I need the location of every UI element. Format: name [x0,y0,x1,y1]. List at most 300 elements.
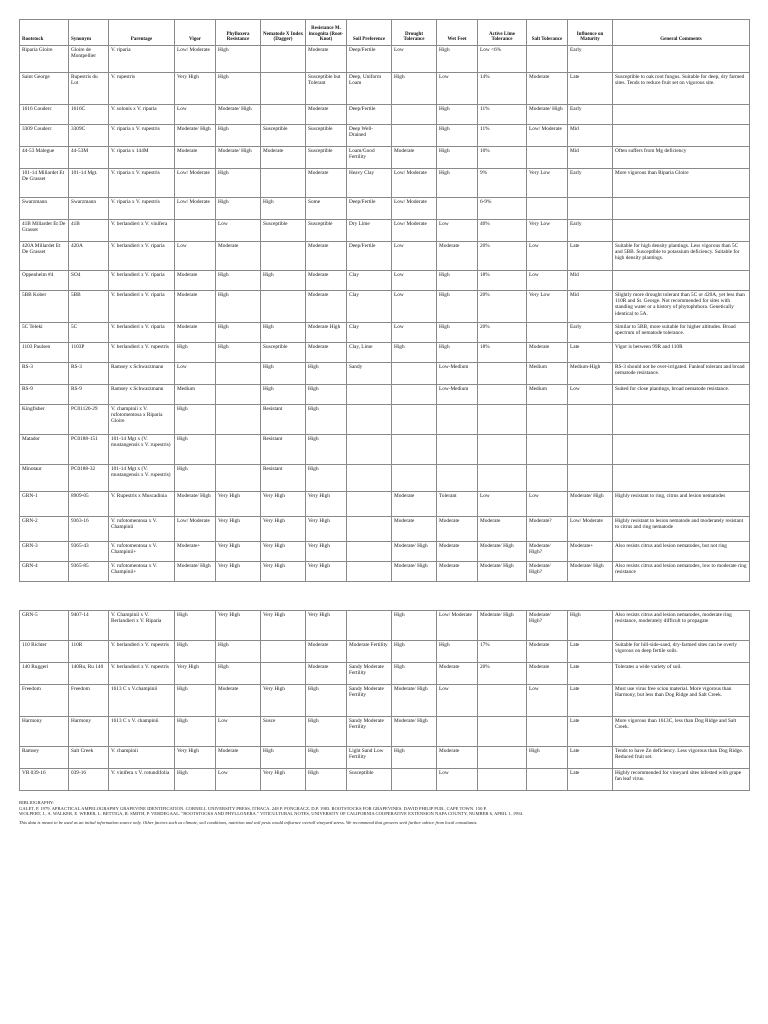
table-cell: V. berlandieri x V. rupestris [109,343,175,363]
table-cell: Low [392,323,437,343]
table-cell: Moderate/ High [392,562,437,582]
table-cell: High [216,323,261,343]
table-cell: Early [568,169,613,198]
table-cell: Moderate [306,343,347,363]
table-cell: High [568,611,613,641]
table-cell: 140 Ruggeri [20,663,69,685]
table-cell: Very High [216,542,261,562]
table-cell: Harmony [69,717,109,747]
bibliography-line: GALET, P. 1979. APRACTICAL AMPELOGRAPHY GRAPEVINE IDENTIFICATION. CORNELL UNIVERSITY PRESS, ITHACA. 248 P. PONGRACZ, D.P. 1983. ROOTSTOCKS FOR GRAPEVINES. DAVID PHILIP PUB., CAPE TOWN. 150 P. [19,805,487,811]
table-cell: 20% [478,291,527,323]
table-cell: High [261,198,306,220]
table-cell: 3309C [69,125,109,147]
table-cell: Medium-High [568,363,613,385]
table-cell: 9407-14 [69,611,109,641]
table-row [20,611,750,641]
table-cell [347,542,392,562]
table-cell: 17% [478,641,527,663]
table-cell: 5C [69,323,109,343]
table-cell: Late [568,747,613,769]
table-cell: Moderate/ High [392,717,437,747]
table-cell: Early [568,323,613,343]
table-cell: Low [175,363,216,385]
table-row [20,271,750,291]
table-cell: Suitable for high density plantings. Less vigorous than 5C and 5BB. Susceptible to potassium deficiency. Suitable for high density plantings. [613,242,750,271]
header-cell: Drought Tolerance [392,20,437,46]
table-row [20,641,750,663]
table-cell [613,465,750,492]
table-cell: Early [568,46,613,73]
table-cell [527,323,568,343]
table-cell: Moderate [306,169,347,198]
table-row [20,517,750,542]
table-cell: Moderate [216,685,261,717]
table-row [20,717,750,747]
table-cell: High [437,323,478,343]
table-cell: 1103P [69,343,109,363]
table-cell [527,198,568,220]
table-cell: Often suffers from Mg deficiency [613,147,750,169]
table-cell: Moderate/ High? [527,562,568,582]
table-cell: Very High [261,492,306,517]
table-cell: Dry Lime [347,220,392,242]
table-cell: High [261,363,306,385]
table-row [20,169,750,198]
table-cell: High [437,105,478,125]
table-cell: Swarzmann [20,198,69,220]
table-cell [392,125,437,147]
table-cell [392,465,437,492]
table-cell: High [527,747,568,769]
table-cell: V. berlandieri x V. riparia [109,271,175,291]
table-cell: High [216,641,261,663]
table-cell: Moderate Fertility [347,641,392,663]
table-cell: High [175,769,216,791]
table-cell: Low [392,271,437,291]
table-cell: 1616C [69,105,109,125]
table-cell: Late [568,641,613,663]
table-cell: Susceptible [261,125,306,147]
table-cell [392,385,437,405]
table-cell: Deep, Uniform Loam [347,73,392,105]
table-cell: High [392,343,437,363]
table-cell: V. rufotomentosa x V. Champinii+ [109,562,175,582]
table-cell: High [306,685,347,717]
table-cell [347,405,392,435]
table-cell: Also resists citrus and lesion nematodes, moderate ring resistance, moderately difficult to propagate [613,611,750,641]
table-cell: Mid [568,291,613,323]
table-row [20,291,750,323]
table-cell: Susceptible [261,343,306,363]
table-cell: Sandy Moderate Fertility [347,685,392,717]
table-cell: Moderate? [527,517,568,542]
table-cell: Moderate/ High [568,492,613,517]
table-cell: Riparia Gloire [20,46,69,73]
table-cell: Moderate+ [175,542,216,562]
table-cell: Moderate [437,663,478,685]
table-cell [613,46,750,73]
table-cell: Very Low [527,291,568,323]
table-cell: Deep/Fertile [347,105,392,125]
table-cell: Resistant [261,435,306,465]
table-cell: GRN-4 [20,562,69,582]
table-cell: 3309 Couderc [20,125,69,147]
table-cell: 9365-85 [69,562,109,582]
table-cell: Moderate/ High [175,125,216,147]
table-cell: Also resists citrus and lesion nematodes, but not ring [613,542,750,562]
table-cell: Gloire de Montpellier [69,46,109,73]
table-cell: Moderate/ High [478,611,527,641]
table-cell [527,147,568,169]
table-cell: Low [437,73,478,105]
header-cell: General Comments [613,20,750,46]
table-row [20,323,750,343]
table-cell: V. berlandieri x V. riparia [109,242,175,271]
table-cell: Low [437,220,478,242]
table-cell: Low [216,769,261,791]
table-cell: V. berlandieri x V. riparia [109,291,175,323]
table-cell: Moderate [175,147,216,169]
table-cell [478,405,527,435]
table-cell: Heavy Clay [347,169,392,198]
header-cell: Synonym [69,20,109,46]
table-cell: 5BB Kober [20,291,69,323]
table-cell: RS-9 [69,385,109,405]
table-body-page1 [20,46,750,582]
table-cell: Very High [306,542,347,562]
table-cell: Clay [347,291,392,323]
table-cell: 1616 Couderc [20,105,69,125]
table-cell: Oppenheim #4 [20,271,69,291]
table-cell: Moderate [306,242,347,271]
table-cell: Moderate [175,271,216,291]
table-cell: Susceptible [347,769,392,791]
table-cell: Moderate [478,517,527,542]
table-cell: Late [568,73,613,105]
table-cell: High [437,343,478,363]
table-cell: Highly recommended for vineyard sites infested with grape fan leaf virus. [613,769,750,791]
table-cell: Moderate/ High [175,492,216,517]
table-row [20,663,750,685]
header-cell: Nematode X Index (Dagger) [261,20,306,46]
table-cell: Very High [261,562,306,582]
table-cell [216,363,261,385]
table-cell: High [261,747,306,769]
table-cell: High [175,611,216,641]
table-cell: Susceptible [306,125,347,147]
table-row [20,542,750,562]
table-cell: Tolerant [437,492,478,517]
header-cell: Rootstock [20,20,69,46]
table-cell [568,198,613,220]
table-cell: 20% [478,242,527,271]
table-row [20,343,750,363]
table-cell [613,220,750,242]
table-cell: High [306,769,347,791]
table-cell: More vigorous than Riparia Gloire [613,169,750,198]
table-cell: V. riparia x V. rupestris [109,169,175,198]
table-cell: Resistant [261,405,306,435]
table-cell: Low [527,492,568,517]
table-cell: Salt Creek [69,747,109,769]
table-cell: High [392,73,437,105]
table-cell: 039-16 [69,769,109,791]
table-cell: Very High [261,611,306,641]
table-cell: Low-Medium [437,385,478,405]
table-cell: V. rufotomentosa x V. Champinii [109,517,175,542]
table-cell: V. berlandieri x V. riparia [109,323,175,343]
table-row [20,73,750,105]
table-cell: Susce [261,717,306,747]
table-cell [478,685,527,717]
table-cell [478,385,527,405]
table-cell [527,717,568,747]
table-cell [437,465,478,492]
table-cell [568,405,613,435]
table-cell: High [437,641,478,663]
table-cell [347,385,392,405]
table-cell: Susceptible [306,147,347,169]
table-cell: High [175,465,216,492]
table-body-page2 [20,611,750,791]
table-cell: More vigorous than 1613C, less than Dog Ridge and Salt Creek. [613,717,750,747]
table-cell: High [216,291,261,323]
table-cell: V. riparia x V. rupestris [109,125,175,147]
table-cell: 6-9% [478,198,527,220]
table-cell [347,492,392,517]
table-cell: SO4 [69,271,109,291]
table-cell: Moderate/ High [392,542,437,562]
table-cell: 44-53 Malegue [20,147,69,169]
table-cell: V. rupestris [109,73,175,105]
table-cell: Low/ Moderate [175,169,216,198]
table-cell: Sandy Moderate Fertility [347,717,392,747]
table-cell: Moderate [437,517,478,542]
table-cell: Late [568,717,613,747]
table-cell: Very High [175,663,216,685]
table-cell: V. champinii x V. rufotomentosa x Riparia Gloire [109,405,175,435]
table-cell: Susceptible [261,220,306,242]
table-cell [347,435,392,465]
table-cell [527,465,568,492]
table-cell: Low [527,685,568,717]
table-cell: Moderate/ High [216,105,261,125]
header-cell: Resistance M. incognita (Root-Knot) [306,20,347,46]
table-cell [478,769,527,791]
table-cell [216,435,261,465]
table-cell: GRN-1 [20,492,69,517]
table-cell: GRN-3 [20,542,69,562]
table-cell: High [216,663,261,685]
table-cell: Low/ Moderate [392,169,437,198]
table-cell: Very High [306,611,347,641]
table-cell: High [437,46,478,73]
table-cell: High [216,125,261,147]
table-cell [437,435,478,465]
table-row [20,769,750,791]
table-cell: Susceptible [306,220,347,242]
table-cell: Medium [527,385,568,405]
table-cell: High [392,747,437,769]
table-row [20,385,750,405]
table-cell: Moderate/ High? [527,542,568,562]
table-cell: Moderate/ High [568,562,613,582]
table-cell: Clay [347,271,392,291]
table-cell: Very High [306,562,347,582]
table-cell: Susceptible but Tolerant [306,73,347,105]
table-cell: Moderate [437,562,478,582]
table-cell: High [306,363,347,385]
table-cell: Deep/Fertile [347,242,392,271]
table-cell: Very High [216,517,261,542]
table-cell: V. berlandieri x V. rupestris [109,641,175,663]
table-cell: Saint George [20,73,69,105]
table-cell: High [392,663,437,685]
table-cell: 5C Teleki [20,323,69,343]
table-cell: High [437,291,478,323]
header-cell: Wet Feet [437,20,478,46]
table-cell: VR 039-16 [20,769,69,791]
table-cell: Moderate/ High? [527,611,568,641]
table-cell: Some [306,198,347,220]
table-cell: Moderate/ High [175,562,216,582]
table-cell: Very High [216,492,261,517]
table-cell [478,465,527,492]
table-cell: Very High [306,517,347,542]
table-cell [613,105,750,125]
table-row [20,105,750,125]
table-cell: Low/ Moderate [392,220,437,242]
table-cell: Sandy Moderate Fertility [347,663,392,685]
table-cell: Moderate [306,105,347,125]
table-cell: Freedom [20,685,69,717]
table-cell [437,198,478,220]
table-row [20,46,750,73]
table-cell: Moderate [527,663,568,685]
table-cell: Kingfisher [20,405,69,435]
table-cell: Very High [175,73,216,105]
table-row [20,242,750,271]
table-cell: Low [437,685,478,717]
table-cell: Moderate [437,542,478,562]
table-cell [347,465,392,492]
table-cell: Very High [261,685,306,717]
table-cell: Moderate [261,147,306,169]
table-cell: 101-14 Millardet Et De Grasset [20,169,69,198]
table-cell: V. Champinii x V. Berlandieri x V. Riparia [109,611,175,641]
table-cell [261,46,306,73]
bibliography [19,800,749,817]
table-cell: Late [568,663,613,685]
bibliography-line: WOLPERT, J., A. WALKER, E. WEBER, L. BETTIGA, R. SMITH, P. VERDEGAAL. "ROOTSTOCKS AND PHYLLOXERA." VITICULTURAL NOTES, UNIVERSITY OF CALIFORNIA COOPERATIVE EXTENSION NAPA COUNTY, NUMBER 6, APRIL 1, 1994. [19,811,524,817]
table-cell: Moderate/ High [478,562,527,582]
table-cell: Low [568,385,613,405]
table-cell: 18% [478,343,527,363]
table-cell: Medium [175,385,216,405]
table-cell: Vigor is between 99R and 110R [613,343,750,363]
table-cell: Low/ Moderate [175,46,216,73]
table-cell [527,435,568,465]
table-cell [392,405,437,435]
table-cell: High [306,747,347,769]
table-cell: Moderate [527,343,568,363]
table-cell: RS-3 should not be over-irrigated. Fanleaf tolerant and broad nematode resistance. [613,363,750,385]
table-cell: Rupestris du Lot [69,73,109,105]
table-cell [347,611,392,641]
table-header-row [20,20,750,46]
table-cell: Resistant [261,465,306,492]
table-cell: V. berlandieri x V. rupestris [109,663,175,685]
table-cell: High [216,271,261,291]
table-cell: Moderate [306,641,347,663]
table-cell: High [216,73,261,105]
table-cell: High [306,405,347,435]
table-cell: Moderate [175,323,216,343]
table-cell: 20% [478,323,527,343]
table-cell: Very High [216,562,261,582]
table-row [20,562,750,582]
table-cell [261,73,306,105]
table-cell: Swarzmann [69,198,109,220]
table-cell [216,405,261,435]
table-cell: 1103 Paulsen [20,343,69,363]
table-cell: 14% [478,73,527,105]
table-cell: Moderate High [306,323,347,343]
table-cell: 9363-16 [69,517,109,542]
table-cell: Late [568,769,613,791]
table-cell: Moderate [306,271,347,291]
table-cell: RS-3 [69,363,109,385]
table-cell [216,465,261,492]
table-cell: Low/ Moderate [527,125,568,147]
table-cell: High [306,465,347,492]
table-cell: High [392,611,437,641]
table-cell [527,46,568,73]
table-cell: Low [478,492,527,517]
table-cell: 110R [69,641,109,663]
table-cell: Low [216,220,261,242]
table-cell: Moderate [216,242,261,271]
table-cell: Very High [306,492,347,517]
table-cell: V. rufotomentosa x V. Champinii+ [109,542,175,562]
table-cell: 420A [69,242,109,271]
table-cell: 11% [478,125,527,147]
table-cell: Late [568,242,613,271]
table-cell: Must use virus free scion material. More vigorous than Harmony, but less than Dog Ridge and Salt Creek. [613,685,750,717]
table-row [20,125,750,147]
table-cell: 41B Millardet Et De Grasset [20,220,69,242]
table-cell: High [437,147,478,169]
table-cell: Low-Medium [437,363,478,385]
table-cell: Highly resistant to ring, citrus and lesion nematodes [613,492,750,517]
table-cell: High [175,343,216,363]
table-cell: Low [216,717,261,747]
table-cell: 41B [69,220,109,242]
table-cell: High [437,125,478,147]
table-cell: 101-14 Mgt. [69,169,109,198]
table-cell: Highly resistant to lesion nematode and moderately resistant to citrus and ring nematode [613,517,750,542]
table-cell: High [261,385,306,405]
table-cell: 11% [478,105,527,125]
table-cell [261,663,306,685]
table-cell [613,405,750,435]
table-cell: Low/ Moderate [392,198,437,220]
table-cell: Low/ Moderate [437,611,478,641]
table-cell [437,405,478,435]
table-cell [527,769,568,791]
table-cell: Moderate [527,73,568,105]
table-cell: Also resists citrus and lesion nematodes, low to moderate ring resistance [613,562,750,582]
